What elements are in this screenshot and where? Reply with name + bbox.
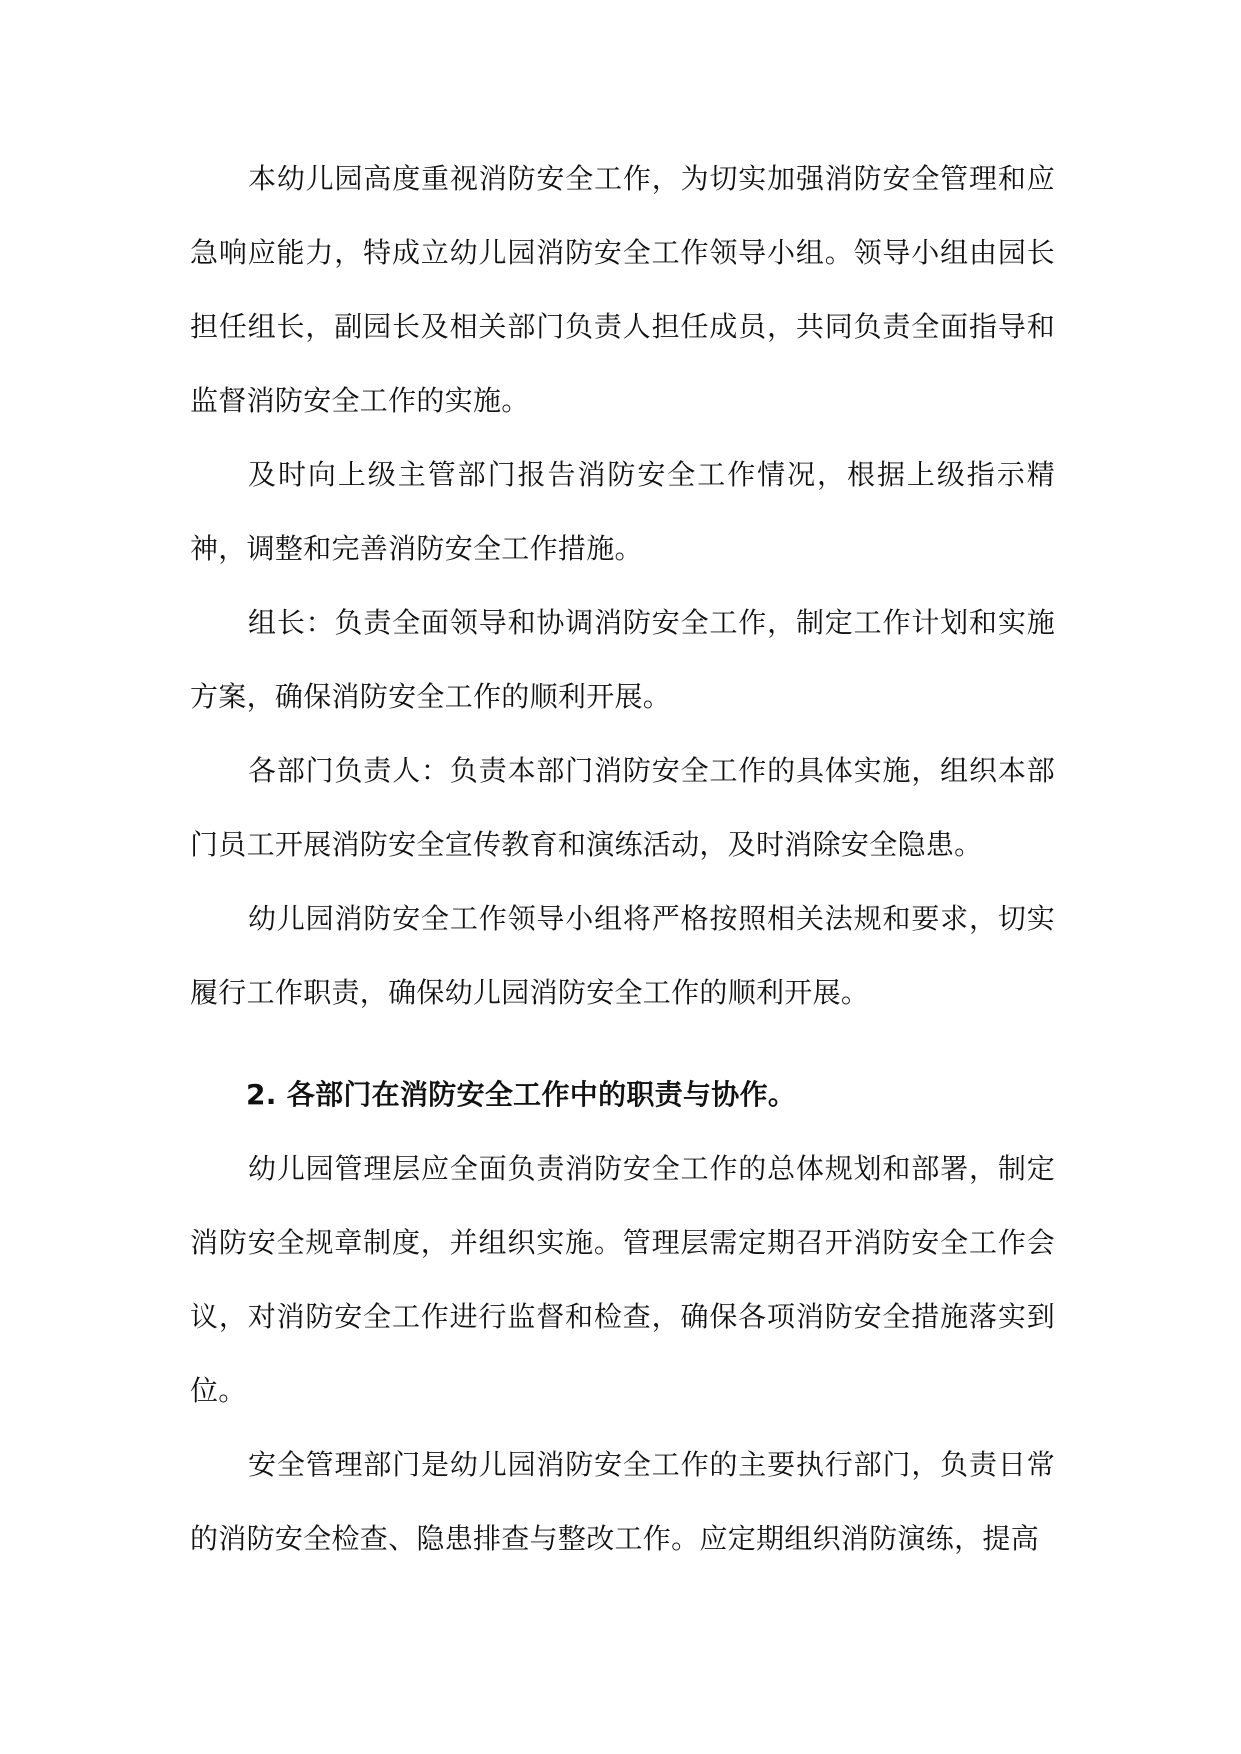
section-heading: 2. 各部门在消防安全工作中的职责与协作。 [246,1078,797,1111]
paragraph-management: 幼儿园管理层应全面负责消防安全工作的总体规划和部署，制定消防安全规章制度，并组织实施。管理层需定期召开消防安全工作会议，对消防安全工作进行监督和检查，确保各项消防安全措施落实到位。 [190,1152,1055,1407]
paragraph-department-heads: 各部门负责人：负责本部门消防安全工作的具体实施，组织本部门员工开展消防安全宣传教育和演练活动，及时消除安全隐患。 [190,754,1055,861]
paragraph-safety-department: 安全管理部门是幼儿园消防安全工作的主要执行部门，负责日常的消防安全检查、隐患排查与整改工作。应定期组织消防演练，提高 [190,1448,1055,1555]
document-body [190,142,1055,1576]
paragraph-report-superior: 及时向上级主管部门报告消防安全工作情况，根据上级指示精神，调整和完善消防安全工作措施。 [190,458,1055,565]
paragraph-group-commitment: 幼儿园消防安全工作领导小组将严格按照相关法规和要求，切实履行工作职责，确保幼儿园消防安全工作的顺利开展。 [190,902,1055,1009]
paragraph-leadership-group: 本幼儿园高度重视消防安全工作，为切实加强消防安全管理和应急响应能力，特成立幼儿园消防安全工作领导小组。领导小组由园长担任组长，副园长及相关部门负责人担任成员，共同负责全面指导和监督消防安全工作的实施。 [190,162,1055,417]
paragraph-group-leader: 组长：负责全面领导和协调消防安全工作，制定工作计划和实施方案，确保消防安全工作的顺利开展。 [190,606,1055,713]
